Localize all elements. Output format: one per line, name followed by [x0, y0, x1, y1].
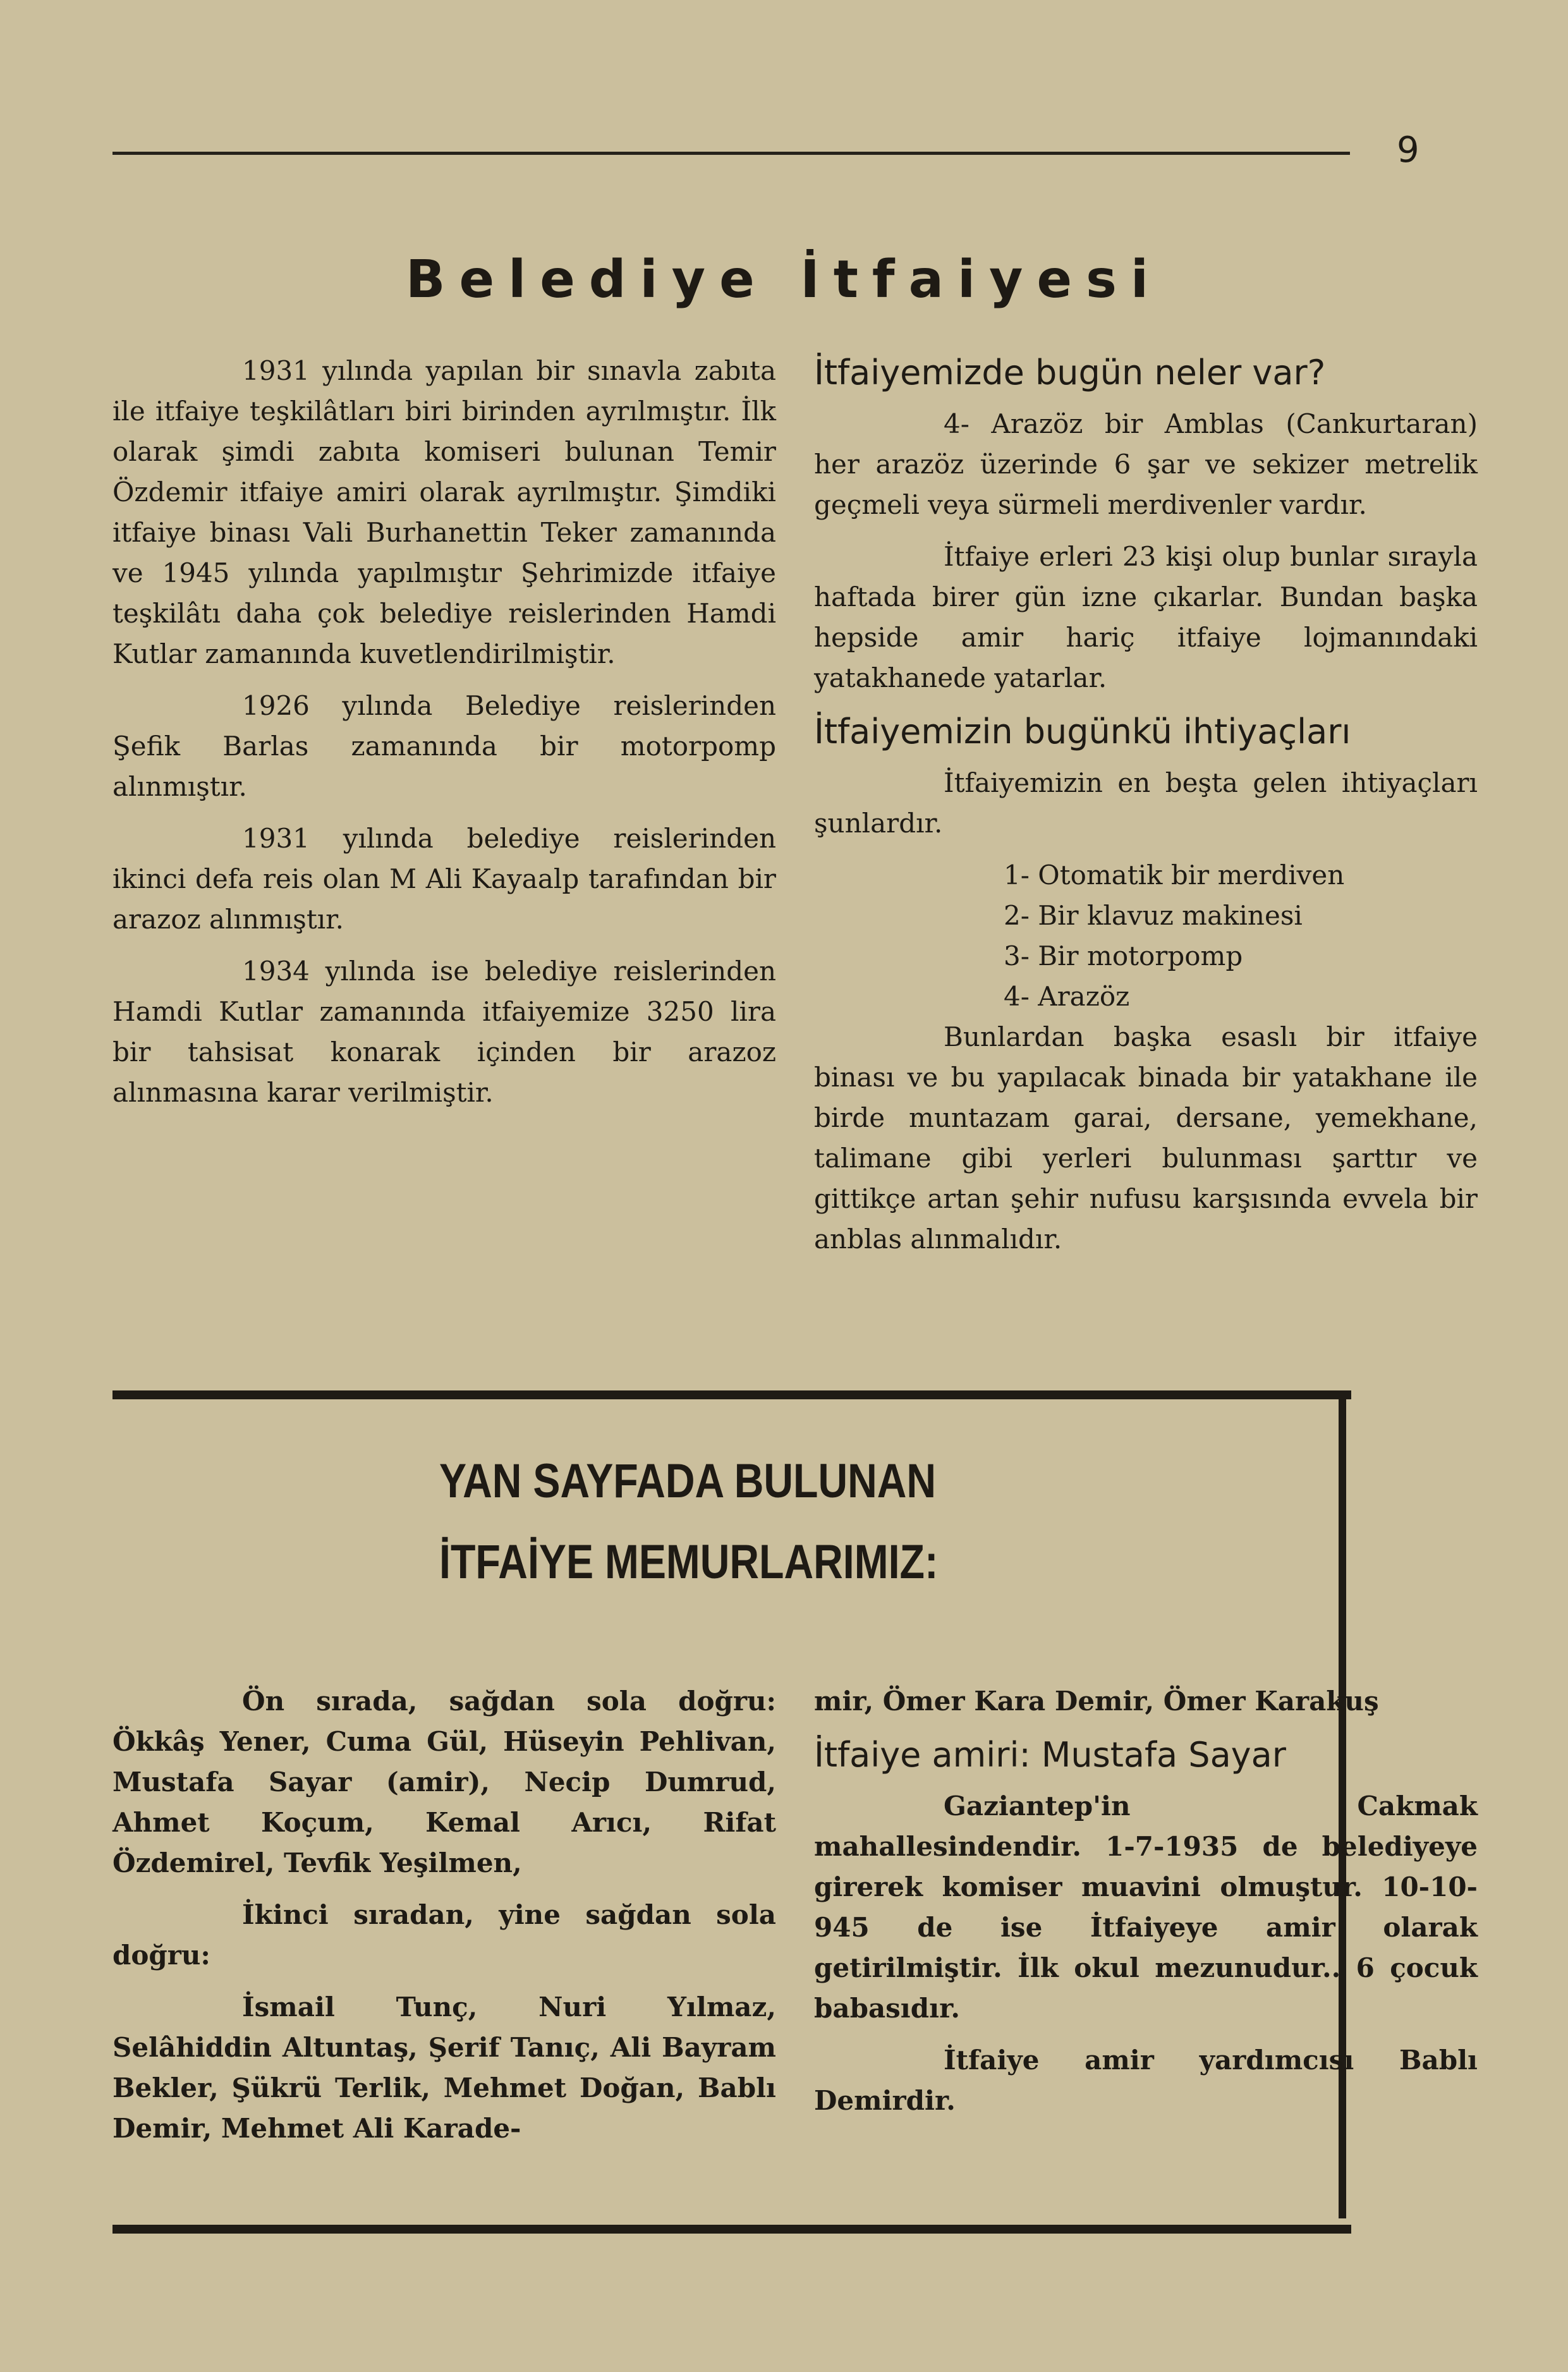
article-paragraph: 1926 yılında Belediye reislerinden Şefik Barlas zamanında bir motorpomp alınmıştır. — [112, 690, 776, 802]
article-paragraph: 1931 yılında belediye reislerinden ikinci defa reis olan M Ali Kayaalp tarafından bir arazoz alınmıştır. — [112, 823, 776, 935]
caption-box-top-rule — [112, 1390, 1351, 1399]
caption-left-column — [112, 1681, 776, 2160]
header-rule — [112, 152, 1350, 155]
caption-heading-line: İTFAİYE MEMURLARIMIZ: — [439, 1535, 939, 1589]
caption-right-column — [814, 1681, 1478, 2132]
needs-list-item: 4- Arazöz — [1004, 981, 1130, 1012]
article-title: Belediye İtfaiyesi — [405, 250, 1163, 310]
article-left-column — [112, 351, 776, 1124]
chief-bio: Gaziantep'in Cakmak mahallesindendir. 1-7-1935 de belediyeye girerek komiser muavini olmuştur. 10-10-945 de ise İtfaiyeye amir olarak getirilmiştir. İlk okul mezunudur.. 6 çocuk babasıdır. — [814, 1791, 1478, 2024]
caption-heading — [439, 1441, 1084, 1603]
article-paragraph: 4- Arazöz bir Amblas (Cankurtaran) her arazöz üzerinde 6 şar ve sekizer metrelik geçmeli veya sürmeli merdivenler vardır. — [814, 408, 1478, 520]
deputy-note: İtfaiye amir yardımcısı Bablı Demirdir. — [814, 2045, 1478, 2116]
second-row-continuation: mir, Ömer Kara Demir, Ömer Karakuş — [814, 1686, 1379, 1717]
needs-list-item: 3- Bir motorpomp — [1004, 940, 1243, 971]
article-paragraph: 1931 yılında yapılan bir sınavla zabıta ile itfaiye teşkilâtları biri birinden ayrılmıştır. İlk olarak şimdi zabıta komiseri bulunan Temir Özdemir itfaiye amiri olarak ayrılmıştır. Şimdiki itfaiye binası Vali Burhanettin Teker zamanında ve 1945 yılında yapılmıştır Şehrimizde itfaiye teşkilâtı daha çok belediye reislerinden Hamdi Kutlar zamanında kuvetlendirilmiştir. — [112, 355, 776, 669]
second-row-names: İsmail Tunç, Nuri Yılmaz, Selâhiddin Altuntaş, Şerif Tanıç, Ali Bayram Bekler, Şükrü Terlik, Mehmet Doğan, Bablı Demir, Mehmet Ali Karade- — [112, 1992, 776, 2144]
article-paragraph: İtfaiye erleri 23 kişi olup bunlar sırayla haftada birer gün izne çıkarlar. Bundan başka hepside amir hariç itfaiye lojmanındaki yatakhanede yatarlar. — [814, 541, 1478, 693]
second-row-label: İkinci sıradan, yine sağdan sola doğru: — [112, 1899, 776, 1971]
article-paragraph: İtfaiyemizin en beşta gelen ihtiyaçları şunlardır. — [814, 767, 1478, 839]
front-row-names: Ön sırada, sağdan sola doğru: Ökkâş Yener, Cuma Gül, Hüseyin Pehlivan, Mustafa Sayar (amir), Necip Dumrud, Ahmet Koçum, Kemal Arıcı, Rifat Özdemirel, Tevfik Yeşilmen, — [112, 1686, 776, 1878]
chief-heading: İtfaiye amiri: Mustafa Sayar — [814, 1735, 1286, 1775]
needs-list-item: 2- Bir klavuz makinesi — [1004, 900, 1303, 931]
needs-list-item: 1- Otomatik bir merdiven — [1004, 860, 1345, 891]
section-subheading: İtfaiyemizin bugünkü ihtiyaçları — [814, 712, 1351, 751]
article-paragraph: Bunlardan başka esaslı bir itfaiye binası ve bu yapılacak binada bir yatakhane ile birde muntazam garai, dersane, yemekhane, talimane gibi yerleri bulunması şarttır ve gittikçe artan şehir nufusu karşısında evvela bir anblas alınmalıdır. — [814, 1021, 1478, 1255]
section-subheading: İtfaiyemizde bugün neler var? — [814, 353, 1326, 392]
caption-heading-line: YAN SAYFADA BULUNAN — [439, 1454, 937, 1508]
article-right-column — [814, 351, 1478, 1271]
page-number: 9 — [1397, 130, 1419, 171]
caption-box-bottom-rule — [112, 2225, 1351, 2234]
article-paragraph: 1934 yılında ise belediye reislerinden Hamdi Kutlar zamanında itfaiyemize 3250 lira bir tahsisat konarak içinden bir arazoz alınmasına karar verilmiştir. — [112, 956, 776, 1108]
